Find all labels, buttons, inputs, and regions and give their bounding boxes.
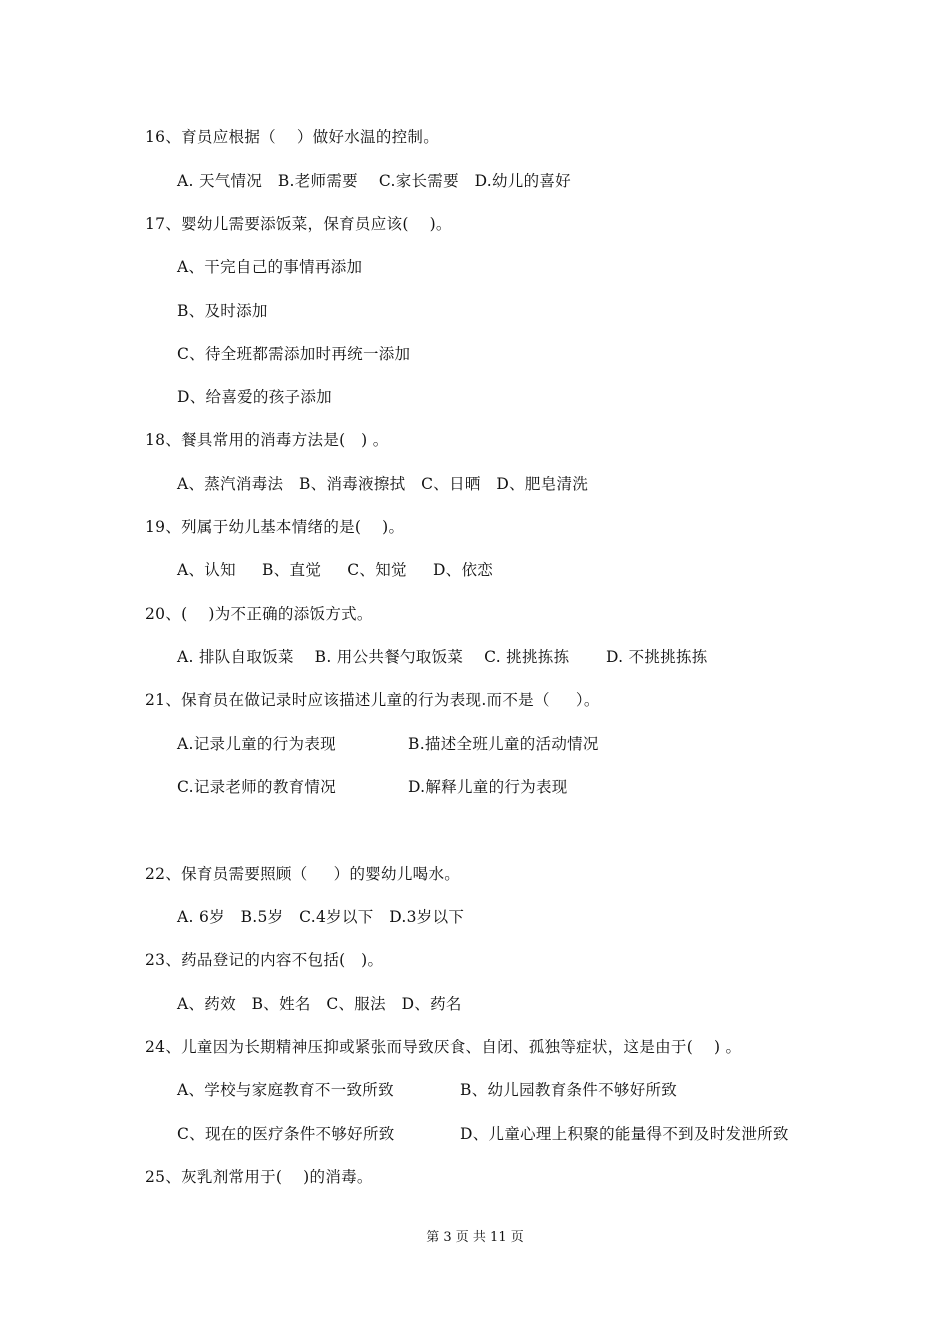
- question-16-options: A. 天气情况 B.老师需要 C.家长需要 D.幼儿的喜好: [177, 172, 571, 190]
- question-19: 19、列属于幼儿基本情绪的是( )。: [145, 518, 405, 536]
- question-16: 16、育员应根据（ ）做好水温的控制。: [145, 128, 440, 146]
- question-17: 17、婴幼儿需要添饭菜，保育员应该( )。: [145, 215, 452, 233]
- question-23-options: A、药效 B、姓名 C、服法 D、药名: [177, 995, 462, 1013]
- question-22-options: A. 6岁 B.5岁 C.4岁以下 D.3岁以下: [177, 908, 465, 926]
- question-18-options: A、蒸汽消毒法 B、消毒液擦拭 C、日晒 D、肥皂清洗: [177, 475, 589, 493]
- question-21-option-b: B.描述全班儿童的活动情况: [408, 735, 599, 753]
- question-24-option-c: C、现在的医疗条件不够好所致: [177, 1125, 395, 1143]
- question-25: 25、灰乳剂常用于( )的消毒。: [145, 1168, 373, 1186]
- question-17-option-b: B、及时添加: [177, 302, 268, 320]
- question-21-option-c: C.记录老师的教育情况: [177, 778, 337, 796]
- page-footer: 第 3 页 共 11 页: [426, 1230, 524, 1245]
- question-24-option-d: D、儿童心理上积聚的能量得不到及时发泄所致: [460, 1125, 789, 1143]
- question-22: 22、保育员需要照顾（ ）的婴幼儿喝水。: [145, 865, 461, 883]
- question-23: 23、药品登记的内容不包括( )。: [145, 951, 384, 969]
- question-20: 20、( )为不正确的添饭方式。: [145, 605, 373, 623]
- question-17-option-a: A、干完自己的事情再添加: [177, 258, 363, 276]
- question-21-option-d: D.解释儿童的行为表现: [408, 778, 568, 796]
- question-21: 21、保育员在做记录时应该描述儿童的行为表现.而不是（ ）。: [145, 691, 600, 709]
- question-18: 18、餐具常用的消毒方法是( ) 。: [145, 431, 389, 449]
- question-20-options: A. 排队自取饭菜 B. 用公共餐勺取饭菜 C. 挑挑拣拣 D. 不挑挑拣拣: [177, 648, 708, 666]
- question-19-options: A、认知 B、直觉 C、知觉 D、依恋: [177, 561, 494, 579]
- question-21-option-a: A.记录儿童的行为表现: [177, 735, 336, 753]
- question-17-option-d: D、给喜爱的孩子添加: [177, 388, 332, 406]
- question-24: 24、儿童因为长期精神压抑或紧张而导致厌食、自闭、孤独等症状，这是由于( ) 。: [145, 1038, 742, 1056]
- question-24-option-a: A、学校与家庭教育不一致所致: [177, 1081, 394, 1099]
- question-24-option-b: B、幼儿园教育条件不够好所致: [460, 1081, 678, 1099]
- question-17-option-c: C、待全班都需添加时再统一添加: [177, 345, 411, 363]
